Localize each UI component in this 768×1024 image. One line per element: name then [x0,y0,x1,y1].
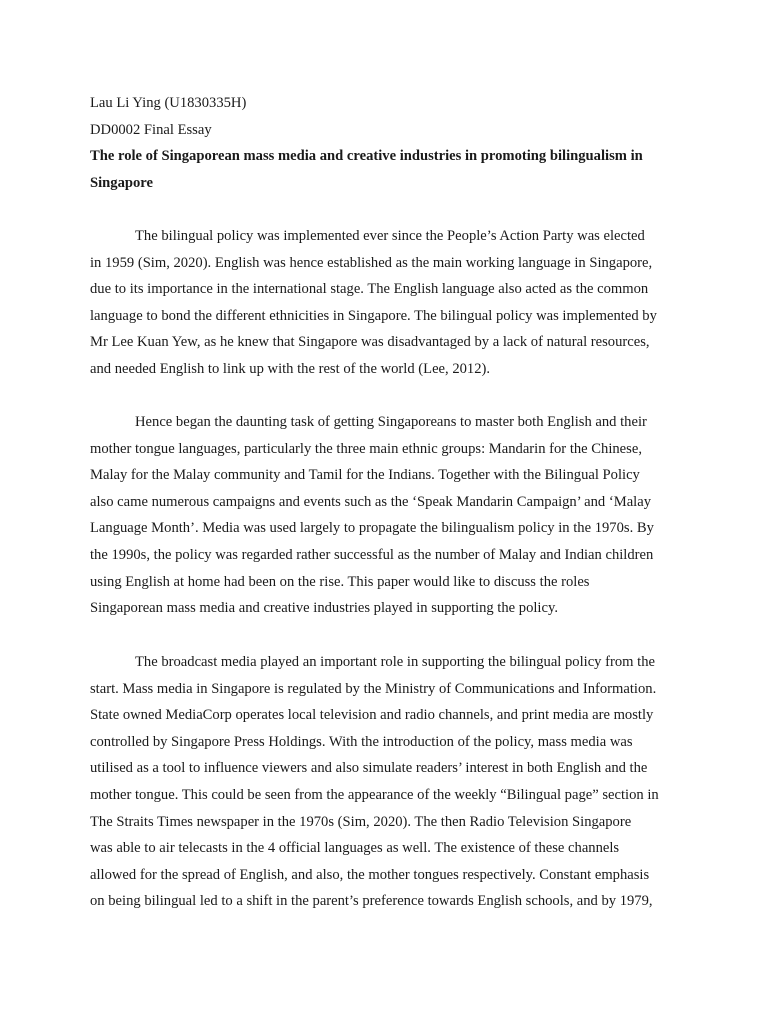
paragraph-line: using English at home had been on the rise. This paper would like to discuss the roles [90,573,590,590]
paragraph-line: language to bond the different ethnicities in Singapore. The bilingual policy was implemented by [90,307,657,324]
paragraph-line: Hence began the daunting task of getting Singaporeans to master both English and their [135,414,647,430]
paragraph-line: State owned MediaCorp operates local television and radio channels, and print media are mostly [90,707,654,724]
paragraph-line: The broadcast media played an important role in supporting the bilingual policy from the [135,654,655,670]
paragraph-line: was able to air telecasts in the 4 official languages as well. The existence of these channels [90,840,620,857]
paragraph-line: in 1959 (Sim, 2020). English was hence established as the main working language in Singapore, [90,254,653,271]
paragraph-line: also came numerous campaigns and events such as the ‘Speak Mandarin Campaign’ and ‘Malay [90,493,652,510]
paragraph-line: The bilingual policy was implemented ever since the People’s Action Party was elected [135,228,645,244]
paragraph-2 [90,409,690,622]
author-line: Lau Li Ying (U1830335H) [90,95,247,111]
paragraph-line: start. Mass media in Singapore is regulated by the Ministry of Communications and Information. [90,680,657,697]
essay-title-line: Singapore [90,174,153,191]
paragraph-line: The Straits Times newspaper in the 1970s (Sim, 2020). The then Radio Television Singapore [90,813,632,830]
paragraph-line: due to its importance in the international stage. The English language also acted as the common [90,281,649,298]
paragraph-line: Mr Lee Kuan Yew, as he knew that Singapore was disadvantaged by a lack of natural resources, [90,334,650,351]
paragraph-line: Malay for the Malay community and Tamil for the Indians. Together with the Bilingual Policy [90,467,640,484]
essay-title-line: The role of Singaporean mass media and creative industries in promoting bilingualism in [90,148,643,165]
paragraph-line: Language Month’. Media was used largely to propagate the bilingualism policy in the 1970s. By [90,520,654,537]
paragraph-1 [90,223,690,383]
paragraph-line: allowed for the spread of English, and also, the mother tongues respectively. Constant emphasis [90,866,650,883]
course-line: DD0002 Final Essay [90,121,212,138]
paragraph-line: on being bilingual led to a shift in the parent’s preference towards English schools, and by 1979, [90,893,653,910]
paragraph-line: utilised as a tool to influence viewers and also simulate readers’ interest in both English and the [90,760,648,777]
paragraph-3 [90,649,690,915]
paragraph-line: Singaporean mass media and creative industries played in supporting the policy. [90,600,558,617]
paragraph-line: mother tongue languages, particularly the three main ethnic groups: Mandarin for the Chinese, [90,440,642,457]
essay-header [90,90,690,196]
paragraph-line: the 1990s, the policy was regarded rather successful as the number of Malay and Indian children [90,546,654,563]
paragraph-line: controlled by Singapore Press Holdings. With the introduction of the policy, mass media was [90,733,633,750]
paragraph-line: and needed English to link up with the rest of the world (Lee, 2012). [90,360,491,377]
paragraph-line: mother tongue. This could be seen from the appearance of the weekly “Bilingual page” section in [90,786,659,803]
